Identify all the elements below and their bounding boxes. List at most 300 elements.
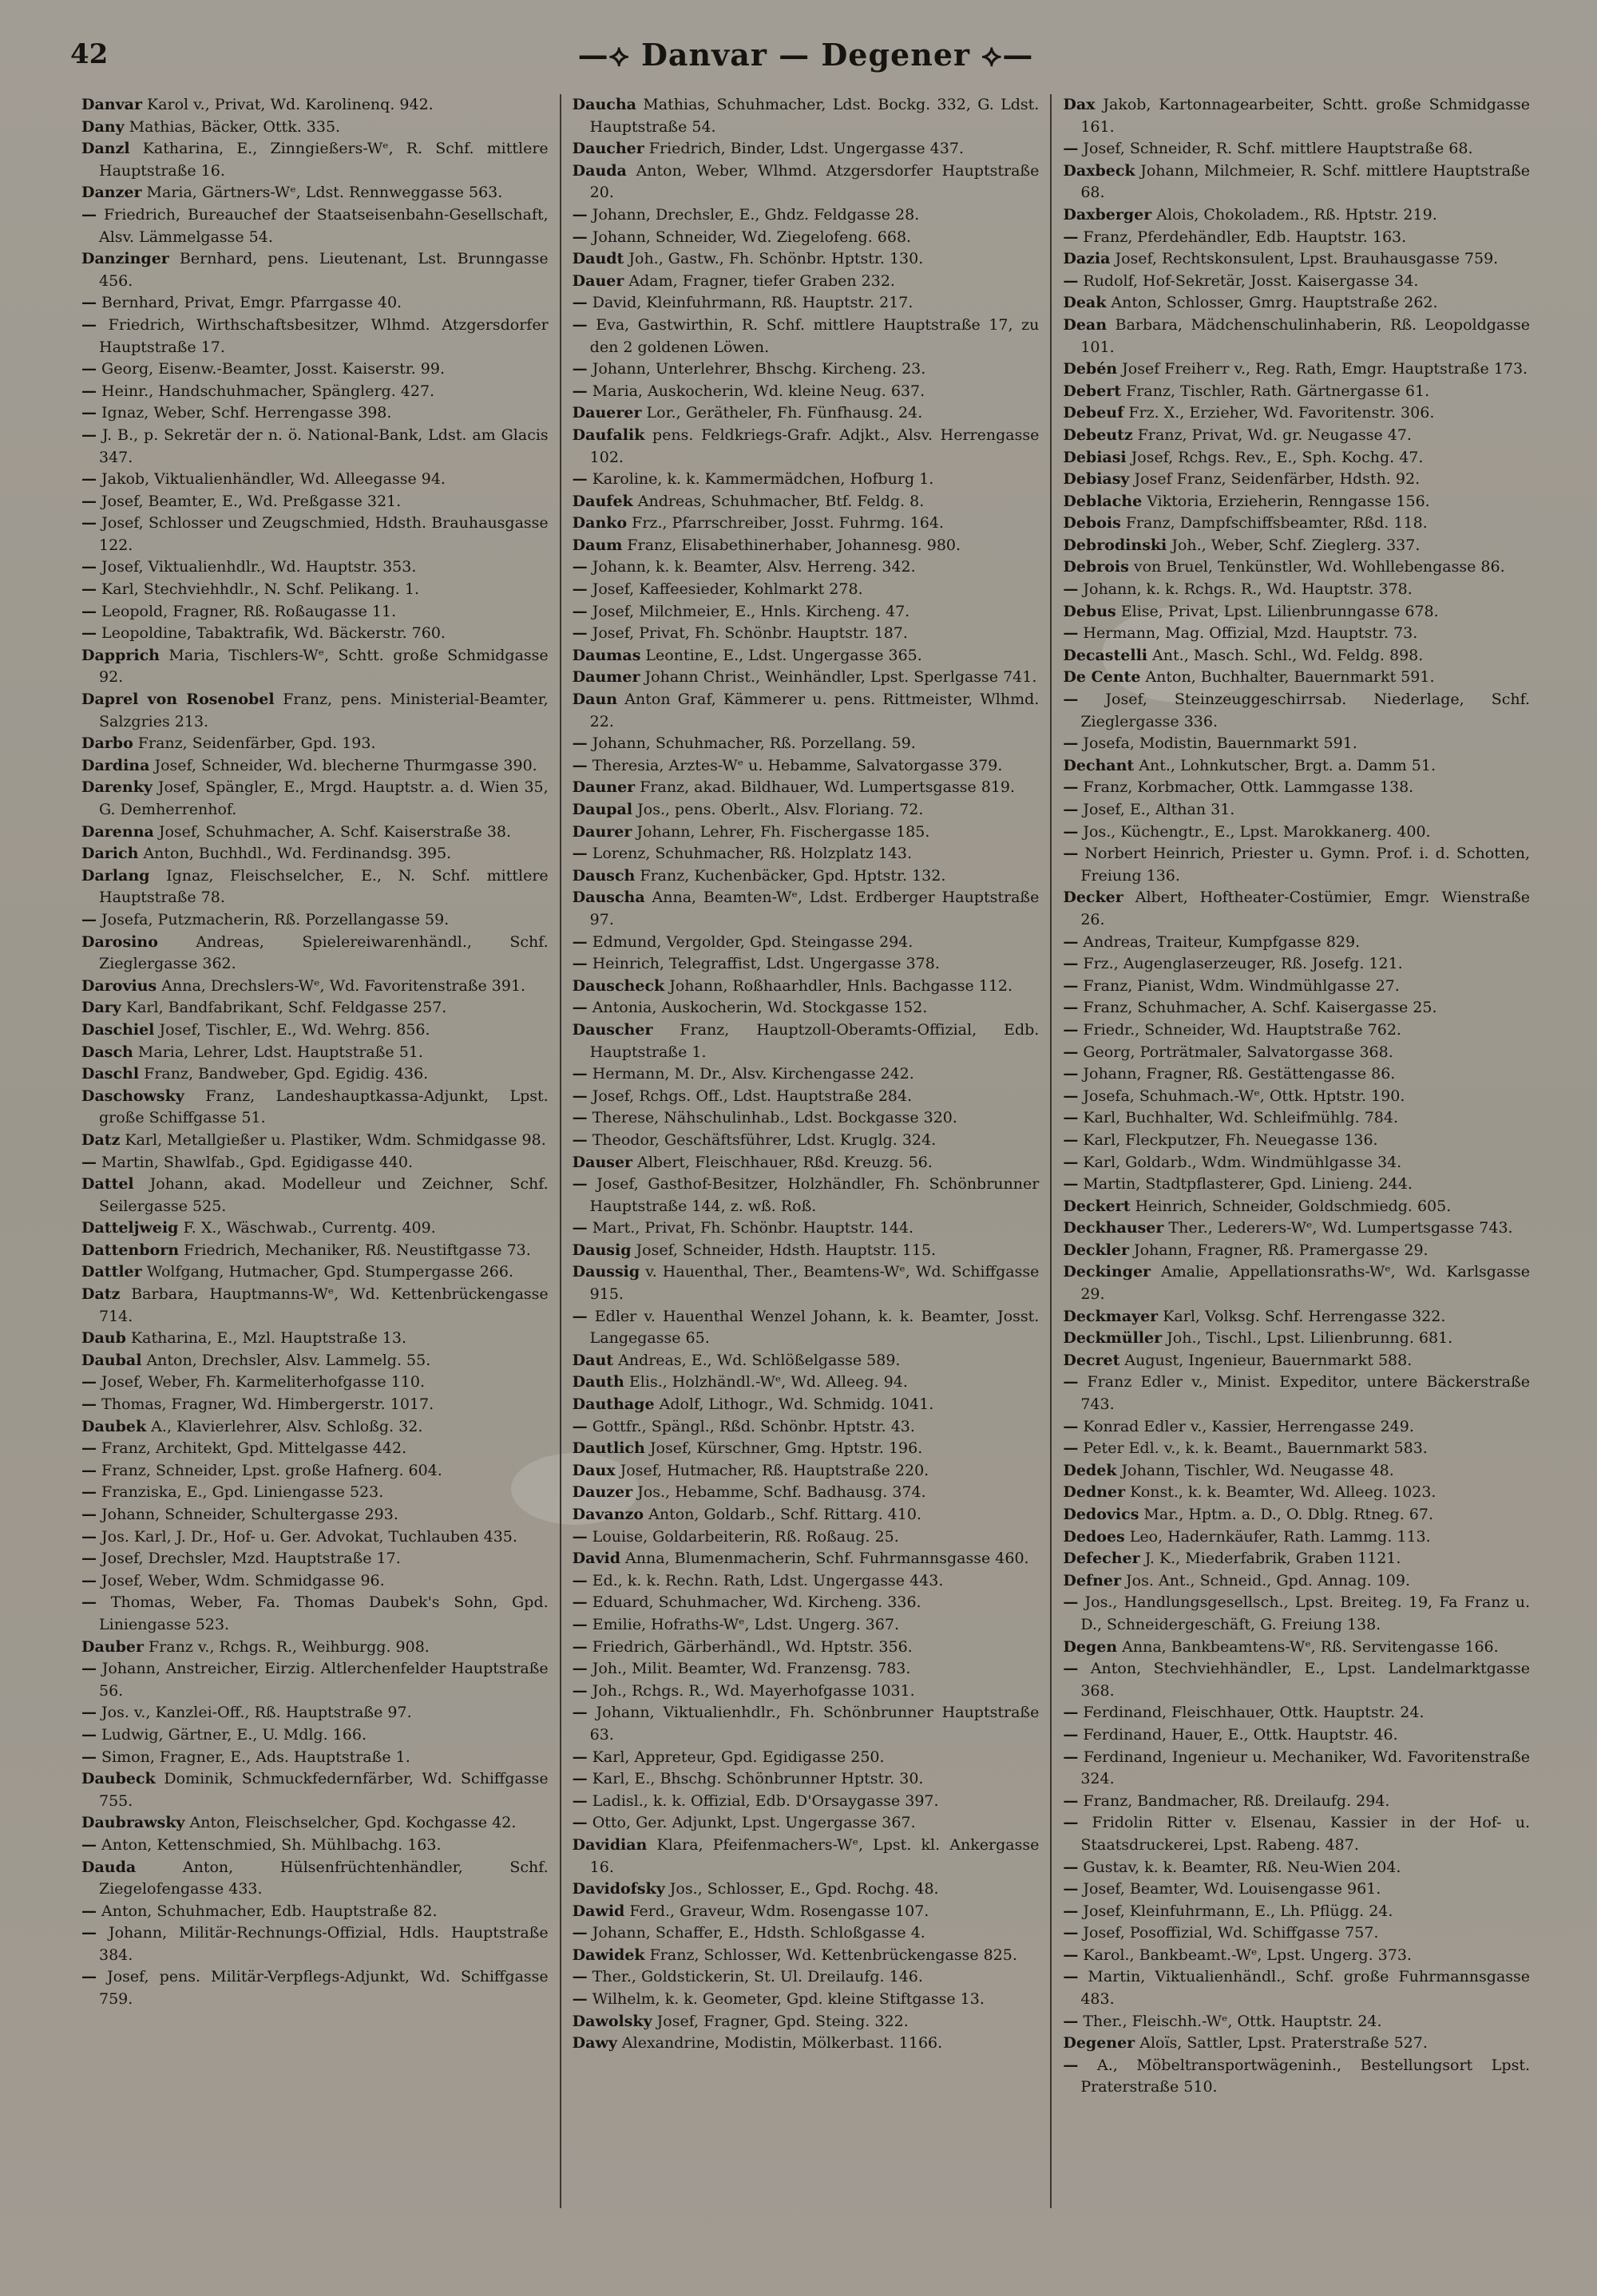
entry-surname: Dax (1063, 96, 1096, 113)
entry-details: Franz, akad. Bildhauer, Wd. Lumpertsgasse 819. (635, 778, 1016, 797)
entry-surname: — (81, 470, 97, 489)
entry-details: Ferdinand, Ingenieur u. Mechaniker, Wd. Favoritenstraße 324. (1078, 1748, 1531, 1788)
entry-details: J. K., Miederfabrik, Graben 1121. (1139, 1550, 1401, 1568)
directory-entry (81, 1504, 549, 1526)
entry-details: Jos., Schlosser, E., Gpd. Rochg. 48. (664, 1880, 939, 1898)
entry-surname: David (572, 1550, 621, 1568)
directory-entry (573, 1812, 1040, 1835)
entry-details: Josef, Posoffizial, Wd. Schiffgasse 757. (1078, 1924, 1379, 1942)
directory-entry (1063, 447, 1530, 469)
entry-surname: Darich (81, 845, 139, 863)
directory-entry (1063, 2011, 1530, 2033)
entry-details: Josef, Rchgs. Rev., E., Sph. Kochg. 47. (1126, 448, 1424, 466)
directory-entry (573, 315, 1040, 358)
entry-details: Johann, Viktualienhdlr., Fh. Schönbrunner Hauptstraße 63. (587, 1704, 1040, 1744)
entry-details: Leopoldine, Tabaktrafik, Wd. Bäckerstr. 760. (97, 624, 446, 643)
directory-entry (1063, 997, 1530, 1019)
entry-surname: — (1063, 822, 1079, 841)
entry-surname: Dechant (1063, 756, 1135, 774)
entry-details: Johann, Schneider, Wd. Ziegelofeng. 668. (587, 228, 912, 246)
directory-entry (1063, 1196, 1530, 1218)
entry-details: Simon, Fragner, E., Ads. Hauptstraße 1. (97, 1748, 410, 1766)
directory-entry (81, 513, 549, 556)
entry-surname: — (572, 1770, 588, 1788)
directory-entry (1063, 315, 1530, 358)
directory-entry (81, 1922, 549, 1966)
entry-details: Friedrich, Binder, Ldst. Ungergasse 437. (644, 140, 964, 158)
entry-details: Franz, Kuchenbäcker, Gpd. Hptstr. 132. (635, 866, 946, 885)
entry-surname: — (1063, 976, 1079, 995)
entry-surname: Daudt (572, 250, 624, 268)
entry-surname: Dauer (572, 271, 624, 290)
directory-entry (1063, 821, 1530, 844)
entry-details: Josef, Spängler, E., Mrgd. Hauptstr. a. d. Wien 35, G. Demherrenhof. (99, 778, 549, 818)
entry-surname: Daschl (81, 1065, 140, 1083)
directory-entry (81, 579, 549, 601)
entry-surname: — (1063, 2012, 1079, 2030)
entry-details: Franz, Schlosser, Wd. Kettenbrückengasse 825. (644, 1946, 1017, 1964)
directory-entry (1063, 843, 1530, 887)
entry-details: Alois, Chokoladem., Rß. Hptstr. 219. (1151, 205, 1437, 224)
entry-surname: Dauscher (572, 1020, 653, 1039)
entry-surname: Degener (1063, 2034, 1135, 2053)
directory-entry (1063, 1042, 1530, 1064)
directory-entry (1063, 491, 1530, 513)
directory-entry (1063, 733, 1530, 755)
entry-surname: Deak (1063, 294, 1107, 312)
entry-details: Andreas, E., Wd. Schlößelgasse 589. (613, 1351, 901, 1369)
entry-surname: Defecher (1063, 1550, 1140, 1568)
entry-surname: — (572, 1704, 588, 1722)
directory-entry (573, 579, 1040, 601)
entry-surname: — (1063, 1946, 1079, 1964)
directory-entry (573, 1372, 1040, 1394)
directory-entry (1063, 667, 1530, 689)
directory-entry (573, 1086, 1040, 1108)
directory-entry (1063, 1945, 1530, 1967)
entry-details: Franz, Pianist, Wdm. Windmühlgasse 27. (1078, 976, 1400, 995)
entry-surname: Daumer (572, 668, 640, 687)
entry-surname: — (572, 999, 588, 1017)
entry-surname: — (572, 360, 588, 378)
entry-surname: — (81, 1395, 97, 1414)
directory-entry (81, 1284, 549, 1328)
entry-details: Josef, Viktualienhdlr., Wd. Hauptstr. 353. (97, 558, 417, 576)
entry-details: Adolf, Lithogr., Wd. Schmidg. 1041. (654, 1395, 934, 1414)
entry-surname: Dawy (572, 2034, 617, 2053)
entry-surname: — (81, 1902, 97, 1920)
directory-entry (573, 601, 1040, 623)
entry-details: Johann, Schneider, Schultergasse 293. (97, 1506, 398, 1523)
entry-surname: — (572, 1681, 588, 1700)
directory-entry (1063, 1019, 1530, 1042)
directory-entry (573, 1592, 1040, 1614)
entry-surname: Davanzo (572, 1506, 644, 1523)
entry-details: Johann, Lehrer, Fh. Fischergasse 185. (632, 822, 930, 841)
directory-entry (573, 843, 1040, 865)
entry-surname: Daschiel (81, 1020, 155, 1039)
entry-details: Eduard, Schuhmacher, Wd. Kircheng. 336. (587, 1593, 921, 1612)
entry-surname: — (1063, 1043, 1079, 1061)
directory-entry (573, 2033, 1040, 2055)
directory-entry (573, 271, 1040, 293)
entry-surname: Daux (572, 1461, 616, 1479)
entry-details: Anna, Bankbeamtens-Wᵉ, Rß. Servitengasse 166. (1117, 1637, 1499, 1656)
entry-surname: — (1063, 1660, 1079, 1678)
entry-details: August, Ingenieur, Bauernmarkt 588. (1119, 1351, 1413, 1369)
directory-entry (1063, 2055, 1530, 2099)
directory-entry (1063, 227, 1530, 249)
entry-details: pens. Feldkriegs-Grafr. Adjkt., Alsv. Herrengasse 102. (589, 426, 1040, 466)
directory-entry (81, 204, 549, 248)
entry-details: Franz, Architekt, Gpd. Mittelgasse 442. (97, 1439, 407, 1458)
entry-details: Antonia, Auskocherin, Wd. Stockgasse 152. (587, 999, 928, 1017)
entry-surname: — (572, 1571, 588, 1589)
entry-details: Mathias, Bäcker, Ottk. 335. (124, 117, 341, 136)
directory-entry (573, 1394, 1040, 1416)
entry-details: Josef, Beamter, E., Wd. Preßgasse 321. (97, 492, 402, 510)
directory-entry (1063, 1922, 1530, 1945)
entry-details: Franz v., Rchgs. R., Weihburgg. 908. (144, 1637, 430, 1656)
entry-details: Josef Freiherr v., Reg. Rath, Emgr. Hauptstraße 173. (1117, 360, 1528, 378)
directory-entry (81, 645, 549, 689)
entry-details: Josef, Rchgs. Off., Ldst. Hauptstraße 284. (587, 1087, 913, 1105)
directory-entry (1063, 623, 1530, 645)
directory-entry (1063, 1328, 1530, 1350)
directory-entry (573, 667, 1040, 689)
entry-details: Johann, Fragner, Rß. Gestättengasse 86. (1078, 1065, 1396, 1083)
entry-details: v. Hauenthal, Ther., Beamtens-Wᵉ, Wd. Schiffgasse 915. (589, 1263, 1040, 1304)
entry-details: Jos., Hebamme, Schf. Badhausg. 374. (632, 1483, 926, 1502)
entry-surname: Dattel (81, 1175, 134, 1194)
directory-entry (81, 1086, 549, 1130)
entry-surname: Dauthage (572, 1395, 655, 1414)
directory-entry (573, 1614, 1040, 1637)
entry-surname: — (572, 1130, 588, 1149)
entry-surname: Dauscheck (572, 976, 665, 995)
entry-surname: — (1063, 1130, 1079, 1149)
directory-entry (1063, 777, 1530, 799)
directory-entry (1063, 292, 1530, 315)
entry-details: Wilhelm, k. k. Geometer, Gpd. kleine Stiftgasse 13. (587, 1990, 985, 2009)
entry-surname: Danko (572, 514, 628, 532)
entry-surname: — (1063, 228, 1079, 246)
directory-entry (81, 865, 549, 909)
entry-details: Hermann, M. Dr., Alsv. Kirchengasse 242. (587, 1065, 914, 1083)
entry-details: Therese, Nähschulinhab., Ldst. Bockgasse 320. (587, 1109, 957, 1127)
entry-surname: — (81, 624, 97, 643)
entry-surname: Dauth (572, 1373, 624, 1391)
entry-details: Josef, Weber, Fh. Karmeliterhofgasse 110. (97, 1373, 425, 1391)
directory-entry (81, 138, 549, 182)
entry-details: Ed., k. k. Rechn. Rath, Ldst. Ungergasse 443. (587, 1571, 944, 1589)
entry-details: Anton, Hülsenfrüchtenhändler, Schf. Ziegelofengasse 433. (99, 1858, 549, 1898)
directory-entry (1063, 513, 1530, 535)
entry-surname: — (81, 1924, 97, 1942)
entry-details: Anton, Schlosser, Gmrg. Hauptstraße 262. (1106, 294, 1438, 312)
entry-surname: Daubek (81, 1417, 147, 1435)
directory-entry (81, 1966, 549, 2010)
entry-surname: — (572, 315, 588, 334)
page-header (70, 32, 1541, 88)
entry-surname: — (572, 1593, 588, 1612)
directory-entry (1063, 1130, 1530, 1152)
entry-surname: — (1063, 1814, 1079, 1832)
directory-entry (81, 381, 549, 403)
entry-surname: Daufalik (572, 426, 645, 444)
entry-surname: — (572, 1791, 588, 1810)
entry-details: Leo, Hadernkäufer, Rath. Lammg. 113. (1124, 1527, 1431, 1546)
entry-surname: Debrodinski (1063, 536, 1167, 554)
directory-entry (1063, 1217, 1530, 1240)
entry-surname: Dauber (81, 1637, 144, 1656)
entry-details: Klara, Pfeifenmachers-Wᵉ, Lpst. kl. Ankergasse 16. (589, 1835, 1040, 1876)
entry-surname: — (81, 1748, 97, 1766)
entry-details: Josefa, Schuhmach.-Wᵉ, Ottk. Hptstr. 190. (1078, 1087, 1405, 1105)
entry-surname: Dazia (1063, 250, 1111, 268)
directory-entry (81, 1217, 549, 1240)
entry-details: Josef, pens. Militär-Verpflegs-Adjunkt, Wd. Schiffgasse 759. (97, 1968, 549, 2009)
directory-entry (1063, 469, 1530, 491)
directory-entry (573, 204, 1040, 227)
entry-surname: — (572, 580, 588, 599)
directory-entry (1063, 248, 1530, 271)
directory-entry (573, 1063, 1040, 1086)
entry-surname: — (1063, 1968, 1079, 1986)
directory-entry (81, 1702, 549, 1724)
directory-entry (81, 1460, 549, 1483)
directory-entry (573, 887, 1040, 931)
directory-entry (573, 997, 1040, 1019)
entry-surname: Deckinger (1063, 1263, 1151, 1281)
directory-entry (1063, 1174, 1530, 1196)
entry-details: Ant., Lohnkutscher, Brgt. a. Damm 51. (1134, 756, 1436, 774)
entry-surname: Deckert (1063, 1197, 1131, 1215)
directory-entry (81, 1548, 549, 1570)
entry-details: Jos., pens. Oberlt., Alsv. Floriang. 72. (632, 801, 924, 818)
entry-surname: — (81, 514, 97, 532)
entry-details: Anton, Schuhmacher, Edb. Hauptstraße 82. (97, 1902, 438, 1920)
entry-details: Josef, Weber, Wdm. Schmidgasse 96. (97, 1571, 385, 1589)
directory-entry (81, 1261, 549, 1284)
directory-entry (573, 227, 1040, 249)
entry-surname: — (1063, 932, 1079, 951)
directory-entry (573, 1747, 1040, 1769)
directory-entry (1063, 1152, 1530, 1174)
entry-surname: Daxbeck (1063, 161, 1135, 180)
entry-details: Anton, Drechsler, Alsv. Lammelg. 55. (141, 1351, 431, 1369)
entry-surname: Debert (1063, 382, 1122, 400)
entry-details: Johann, akad. Modelleur und Zeichner, Schf. Seilergasse 525. (99, 1175, 549, 1215)
entry-surname: — (572, 1637, 588, 1656)
entry-surname: — (572, 294, 588, 312)
directory-entry (1063, 689, 1530, 733)
entry-surname: Darenna (81, 822, 154, 841)
entry-surname: — (572, 1748, 588, 1766)
entry-details: von Bruel, Tenkünstler, Wd. Wohllebengasse 86. (1128, 558, 1505, 576)
entry-surname: — (1063, 1439, 1079, 1458)
entry-details: Andreas, Spielereiwarenhändl., Schf. Zieglergasse 362. (99, 932, 549, 973)
entry-details: Albert, Hoftheater-Costümier, Emgr. Wienstraße 26. (1080, 889, 1531, 928)
directory-entry (1063, 799, 1530, 821)
entry-details: Johann, Tischler, Wd. Neugasse 48. (1116, 1461, 1394, 1479)
entry-details: Johann, Drechsler, E., Ghdz. Feldgasse 28. (587, 205, 920, 224)
directory-entry (1063, 1107, 1530, 1130)
directory-entry (573, 292, 1040, 315)
entry-surname: — (1063, 1109, 1079, 1127)
entry-details: Emilie, Hofraths-Wᵉ, Ldst. Ungerg. 367. (587, 1615, 900, 1633)
entry-details: Rudolf, Hof-Sekretär, Josst. Kaisergasse 34. (1078, 271, 1419, 290)
directory-entry (1063, 138, 1530, 160)
directory-entry (81, 1416, 549, 1439)
entry-details: Mathias, Schuhmacher, Ldst. Bockg. 332, G. Ldst. Hauptstraße 54. (589, 96, 1040, 136)
directory-entry (81, 491, 549, 513)
entry-surname: Dawid (572, 1902, 625, 1920)
directory-entry (573, 1922, 1040, 1945)
directory-entry (81, 402, 549, 425)
entry-surname: — (1063, 1417, 1079, 1435)
directory-entry (1063, 1086, 1530, 1108)
entry-details: Ignaz, Weber, Schf. Herrengasse 398. (97, 404, 392, 422)
directory-entry (573, 358, 1040, 381)
directory-entry (1063, 402, 1530, 425)
entry-surname: — (81, 360, 97, 378)
entry-details: Lorenz, Schuhmacher, Rß. Holzplatz 143. (587, 845, 913, 863)
entry-surname: — (81, 315, 97, 334)
entry-surname: Daussig (572, 1263, 640, 1281)
entry-details: Karl, Fleckputzer, Fh. Neuegasse 136. (1078, 1130, 1378, 1149)
entry-details: Johann, Milchmeier, R. Schf. mittlere Hauptstraße 68. (1080, 161, 1531, 202)
entry-surname: — (81, 1835, 97, 1854)
directory-entry (81, 1438, 549, 1460)
entry-details: Anton, Weber, Wlhmd. Atzgersdorfer Hauptstraße 20. (589, 161, 1040, 202)
entry-details: Norbert Heinrich, Priester u. Gymn. Prof. i. d. Schotten, Freiung 136. (1078, 845, 1531, 885)
directory-entry (1063, 1966, 1530, 2010)
entry-details: Franz, Elisabethinerhaber, Johannesg. 980. (622, 536, 961, 554)
directory-entry (1063, 358, 1530, 381)
entry-details: Josef, Hutmacher, Rß. Hauptstraße 220. (615, 1461, 929, 1479)
entry-details: Ther., Fleischh.-Wᵉ, Ottk. Hauptstr. 24. (1078, 2012, 1382, 2030)
entry-details: Jos., Küchengtr., E., Lpst. Marokkanerg. 400. (1078, 822, 1431, 841)
entry-surname: Dauchа (572, 96, 636, 113)
entry-details: Franz, Tischler, Rath. Gärtnergasse 61. (1121, 382, 1430, 400)
entry-details: Martin, Stadtpflasterer, Gpd. Linieng. 244. (1078, 1175, 1413, 1194)
entry-surname: — (81, 910, 97, 928)
entry-details: Josef, Steinzeuggeschirrsab. Niederlage, Schf. Zieglergasse 336. (1078, 691, 1531, 730)
entry-surname: — (572, 470, 588, 489)
entry-details: Josef, E., Althan 31. (1078, 801, 1235, 818)
entry-surname: — (1063, 1748, 1079, 1766)
entry-details: Ladisl., k. k. Offizial, Edb. D'Orsaygasse 397. (587, 1791, 939, 1810)
entry-surname: — (81, 1725, 97, 1744)
entry-surname: Degen (1063, 1637, 1118, 1656)
entry-details: Johann, Unterlehrer, Bhschg. Kircheng. 23. (587, 360, 926, 378)
entry-surname: Dauda (81, 1858, 137, 1876)
entry-details: Edler v. Hauenthal Wenzel Johann, k. k. Beamter, Josst. Langegasse 65. (587, 1307, 1040, 1348)
entry-details: Leontine, E., Ldst. Ungergasse 365. (640, 646, 922, 664)
entry-surname: Daum (572, 536, 623, 554)
directory-entry (573, 1261, 1040, 1305)
entry-surname: — (81, 1571, 97, 1589)
entry-surname: — (572, 1924, 588, 1942)
entry-details: Johann, Fragner, Rß. Pramergasse 29. (1128, 1241, 1429, 1259)
entry-surname: — (1063, 1902, 1079, 1920)
entry-details: Josef, Rechtskonsulent, Lpst. Brauhausgasse 759. (1110, 250, 1499, 268)
directory-columns (70, 94, 1541, 2208)
directory-entry (573, 1966, 1040, 1989)
entry-surname: — (572, 955, 588, 973)
entry-surname: — (1063, 1087, 1079, 1105)
entry-surname: Dedovics (1063, 1506, 1139, 1523)
entry-details: Barbara, Hauptmanns-Wᵉ, Wd. Kettenbrückengasse 714. (99, 1285, 549, 1325)
entry-surname: — (1063, 271, 1079, 290)
directory-entry (81, 469, 549, 491)
entry-details: Franz, Schuhmacher, A. Schf. Kaisergasse 25. (1078, 999, 1437, 1017)
entry-details: Anton, Buchhalter, Bauernmarkt 591. (1140, 668, 1435, 687)
directory-entry (573, 976, 1040, 998)
entry-details: Gottfr., Spängl., Rßd. Schönbr. Hptstr. 43. (587, 1417, 915, 1435)
entry-surname: — (572, 1417, 588, 1435)
entry-details: Franz, pens. Ministerial-Beamter, Salzgries 213. (99, 691, 549, 730)
entry-details: Josef, Privat, Fh. Schönbr. Hauptstr. 187. (587, 624, 908, 643)
entry-surname: Dawolsky (572, 2012, 652, 2030)
entry-surname: Daufek (572, 492, 633, 510)
directory-entry (573, 513, 1040, 535)
entry-surname: Dedoes (1063, 1527, 1125, 1546)
entry-surname: — (1063, 1593, 1079, 1612)
entry-details: Johann Christ., Weinhändler, Lpst. Sperlgasse 741. (640, 668, 1037, 687)
directory-entry (81, 117, 549, 139)
entry-surname: Dauerer (572, 404, 642, 422)
directory-entry (1063, 1548, 1530, 1570)
directory-entry (1063, 1526, 1530, 1549)
directory-entry (573, 733, 1040, 755)
entry-surname: — (81, 1660, 97, 1678)
entry-details: Anna, Beamten-Wᵉ, Ldst. Erdberger Hauptstraße 97. (589, 889, 1040, 928)
entry-surname: — (572, 734, 588, 753)
directory-entry (1063, 1460, 1530, 1483)
entry-details: David, Kleinfuhrmann, Rß. Hauptstr. 217. (587, 294, 913, 312)
entry-details: Franz, Privat, Wd. gr. Neugasse 47. (1132, 426, 1412, 444)
entry-surname: Dany (81, 117, 125, 136)
entry-surname: — (572, 1660, 588, 1678)
entry-details: Karl, Stechviehhdlr., N. Schf. Pelikang. 1. (97, 580, 420, 599)
directory-entry (1063, 645, 1530, 667)
entry-details: Josef, Kürschner, Gmg. Hptstr. 196. (644, 1439, 923, 1458)
entry-details: Frz., Augenglaserzeuger, Rß. Josefg. 121. (1078, 955, 1403, 973)
entry-details: Joh., Weber, Schf. Zieglerg. 337. (1167, 536, 1421, 554)
entry-details: Josef, Schuhmacher, A. Schf. Kaiserstraße 38. (153, 822, 512, 841)
entry-details: Mart., Privat, Fh. Schönbr. Hauptstr. 144. (587, 1219, 914, 1237)
directory-entry (1063, 953, 1530, 976)
directory-entry (1063, 1570, 1530, 1593)
entry-surname: — (81, 492, 97, 510)
entry-surname: Dardina (81, 756, 150, 774)
entry-surname: Deckhauser (1063, 1219, 1164, 1237)
entry-details: Johann, Anstreicher, Eirzig. Altlerchenfelder Hauptstraße 56. (97, 1660, 549, 1700)
directory-entry (573, 1768, 1040, 1791)
entry-surname: Darenky (81, 778, 153, 797)
directory-entry (1063, 1482, 1530, 1504)
directory-entry (81, 1042, 549, 1064)
entry-surname: — (572, 1615, 588, 1633)
entry-surname: Dauda (572, 161, 627, 180)
entry-details: Karol v., Privat, Wd. Karolinenq. 942. (141, 96, 434, 113)
entry-surname: Debiasi (1063, 448, 1127, 466)
directory-entry (573, 1526, 1040, 1549)
directory-entry (1063, 1812, 1530, 1856)
entry-details: Heinrich, Telegraffist, Ldst. Ungergasse 378. (587, 955, 940, 973)
